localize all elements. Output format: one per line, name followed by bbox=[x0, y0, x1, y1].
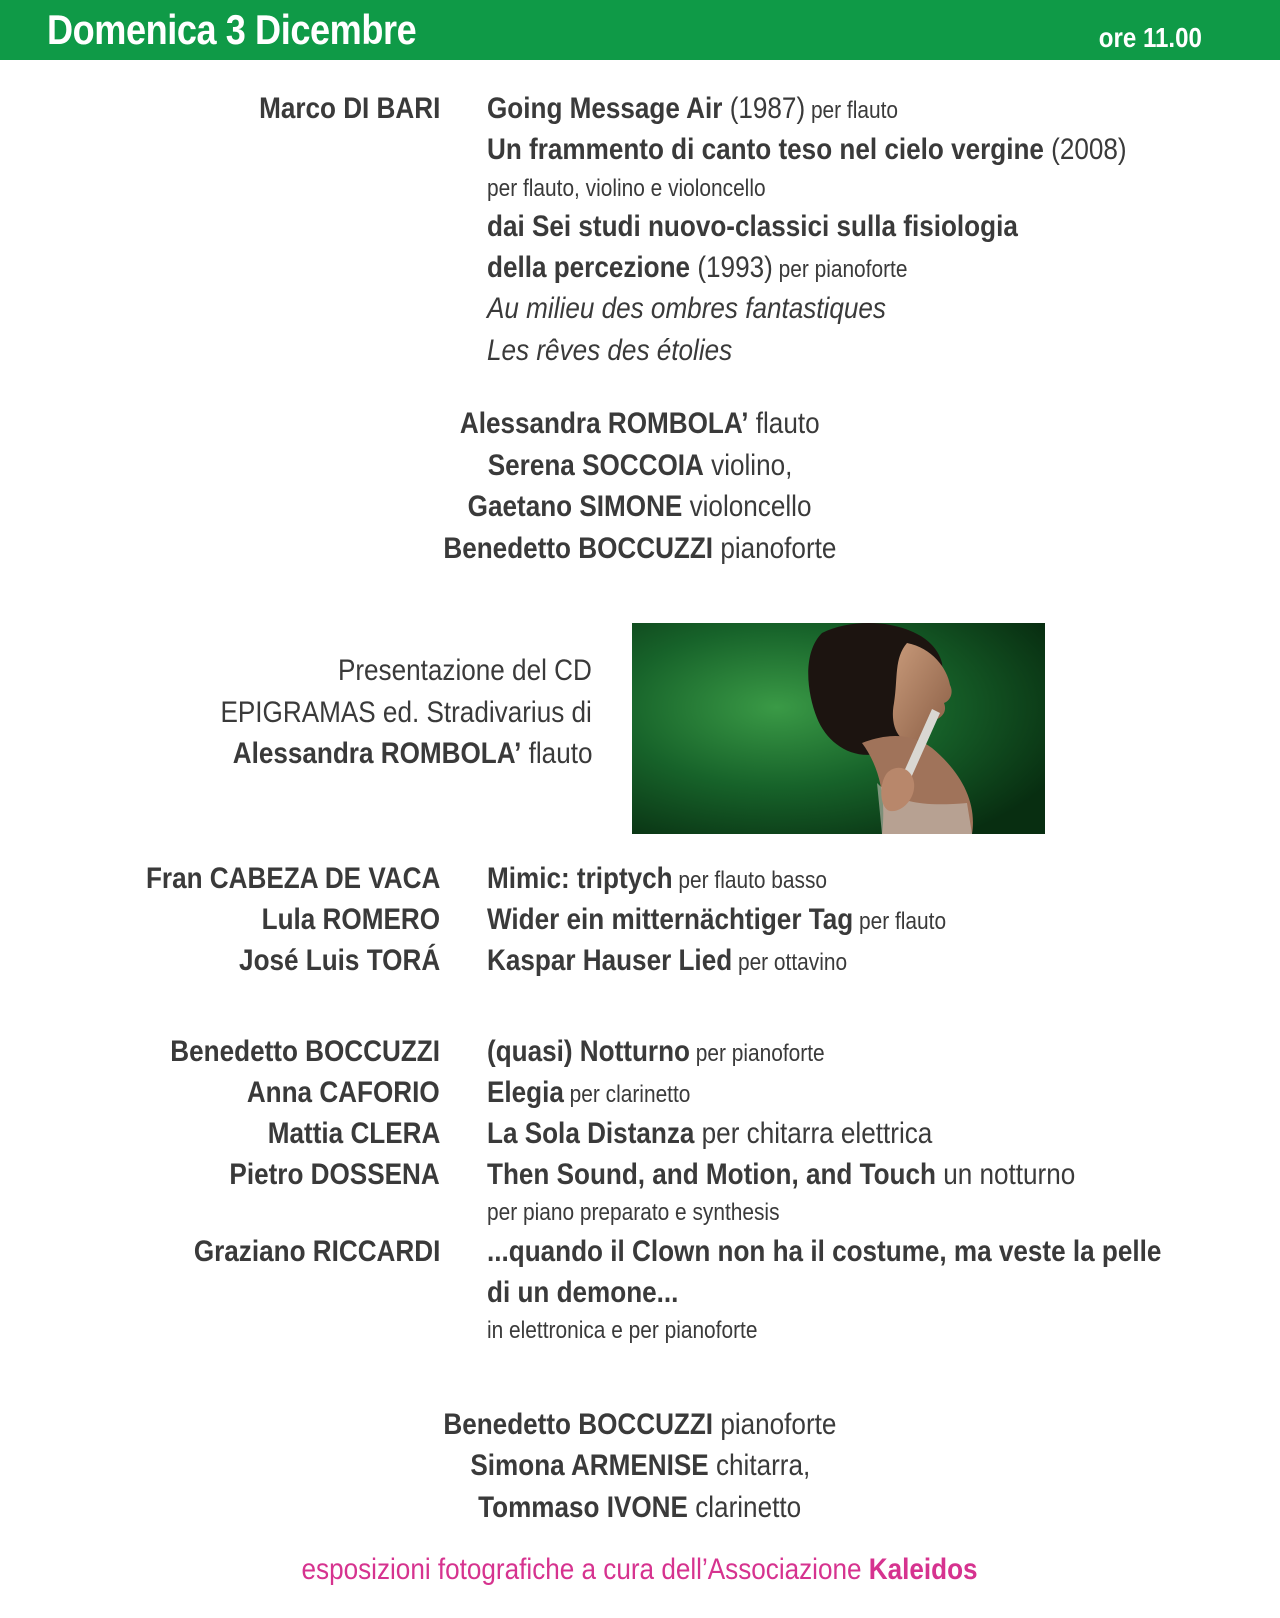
cd-presentation-line: Presentazione del CD bbox=[338, 654, 592, 687]
work-title: Then Sound, and Motion, and Touch un notturno bbox=[487, 1158, 1076, 1191]
movement-title: Au milieu des ombres fantastiques bbox=[487, 292, 886, 325]
work-title: di un demone... bbox=[487, 1276, 679, 1309]
performer-line: Serena SOCCOIA violino, bbox=[487, 449, 793, 482]
event-date: Domenica 3 Dicembre bbox=[47, 6, 417, 53]
work-title: ...quando il Clown non ha il costume, ma veste la pelle bbox=[487, 1235, 1162, 1268]
composer-name: Anna CAFORIO bbox=[247, 1076, 440, 1109]
composer-name: Lula ROMERO bbox=[261, 903, 440, 936]
performer-line: Tommaso IVONE clarinetto bbox=[478, 1491, 802, 1524]
work-title: La Sola Distanza per chitarra elettrica bbox=[487, 1117, 933, 1150]
movement-title: Les rêves des étolies bbox=[487, 334, 733, 367]
composer-name: Fran CABEZA DE VACA bbox=[145, 862, 440, 895]
work-title: Mimic: triptych per flauto basso bbox=[487, 862, 828, 895]
cd-presentation-line: EPIGRAMAS ed. Stradivarius di bbox=[220, 696, 592, 729]
exhibition-note: esposizioni fotografiche a cura dell’Associazione Kaleidos bbox=[301, 1553, 979, 1586]
flutist-photo bbox=[632, 623, 1045, 834]
work-title: (quasi) Notturno per pianoforte bbox=[487, 1035, 825, 1068]
work-instrumentation: per flauto, violino e violoncello bbox=[487, 175, 766, 202]
header-bar bbox=[0, 0, 1280, 60]
performer-line: Benedetto BOCCUZZI pianoforte bbox=[443, 532, 837, 565]
work-title: Un frammento di canto teso nel cielo vergine (2008) bbox=[487, 133, 1127, 166]
event-time: ore 11.00 bbox=[1098, 22, 1202, 53]
composer-name: José Luis TORÁ bbox=[238, 944, 440, 977]
flutist-illustration bbox=[632, 623, 1045, 834]
composer-name: Pietro DOSSENA bbox=[229, 1158, 440, 1191]
composer-name: Mattia CLERA bbox=[267, 1117, 440, 1150]
work-title: dai Sei studi nuovo-classici sulla fisiologia bbox=[487, 210, 1018, 243]
work-title: Wider ein mitternächtiger Tag per flauto bbox=[487, 903, 947, 936]
work-instrumentation: per piano preparato e synthesis bbox=[487, 1199, 780, 1226]
work-title: della percezione (1993) per pianoforte bbox=[487, 251, 908, 284]
performer-line: Gaetano SIMONE violoncello bbox=[468, 490, 812, 523]
work-title: Going Message Air (1987) per flauto bbox=[487, 92, 899, 125]
performer-line: Alessandra ROMBOLA’ flauto bbox=[460, 407, 820, 440]
work-instrumentation: in elettronica e per pianoforte bbox=[487, 1317, 758, 1344]
cd-presentation-line: Alessandra ROMBOLA’ flauto bbox=[232, 737, 592, 770]
performer-line: Benedetto BOCCUZZI pianoforte bbox=[443, 1408, 837, 1441]
performer-line: Simona ARMENISE chitarra, bbox=[470, 1449, 810, 1482]
work-title: Kaspar Hauser Lied per ottavino bbox=[487, 944, 848, 977]
composer-name: Marco DI BARI bbox=[258, 92, 440, 125]
work-title: Elegia per clarinetto bbox=[487, 1076, 691, 1109]
composer-name: Graziano RICCARDI bbox=[193, 1235, 440, 1268]
composer-name: Benedetto BOCCUZZI bbox=[170, 1035, 440, 1068]
